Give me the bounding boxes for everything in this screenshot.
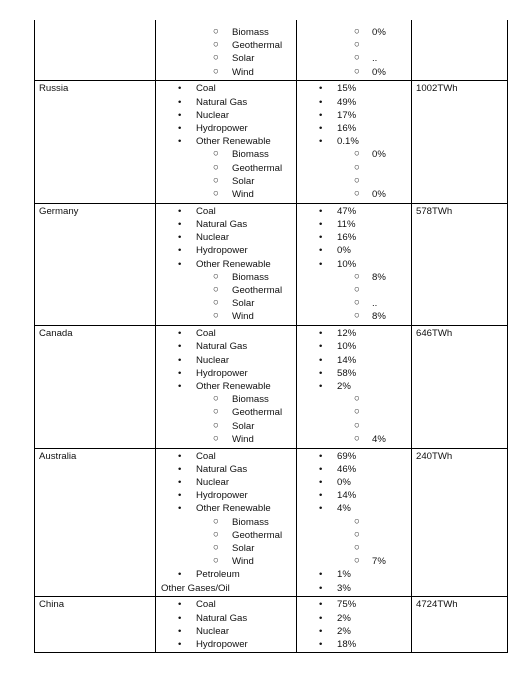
bullet-icon: • [178,450,182,462]
source-label: Coal [196,450,216,462]
source-value: 17% [337,109,357,121]
bullet-icon: • [319,599,323,611]
row-divider [34,325,508,326]
bullet-icon: • [178,83,182,95]
sub-source-label: Geothermal [232,529,283,541]
sub-source-label: Geothermal [232,285,283,296]
sub-source-value: 8% [372,271,386,283]
source-label: Natural Gas [196,341,248,353]
source-value: 11% [337,219,356,230]
circle-bullet-icon: ○ [213,432,219,444]
sub-source-label: Solar [232,543,255,554]
country-name: Canada [39,328,73,340]
source-value: 1% [337,569,351,581]
source-value: 4% [337,503,351,515]
source-value: 16% [337,123,357,134]
bullet-icon: • [319,612,323,624]
source-label: Petroleum [196,569,240,581]
total-generation: 240TWh [416,450,453,462]
circle-bullet-icon: ○ [354,26,360,37]
circle-bullet-icon: ○ [213,270,219,282]
sub-source-label: Solar [232,53,255,65]
bullet-icon: • [319,463,323,475]
circle-bullet-icon: ○ [354,419,360,431]
column-divider [296,20,297,653]
circle-bullet-icon: ○ [354,161,360,173]
source-value: 10% [337,341,357,353]
circle-bullet-icon: ○ [354,515,360,527]
bullet-icon: • [319,341,323,353]
source-label: Coal [196,205,216,217]
sub-source-value: 0% [372,27,386,38]
bullet-icon: • [178,463,182,475]
sub-source-label: Wind [232,66,254,78]
source-value: 14% [337,354,357,366]
circle-bullet-icon: ○ [213,161,219,173]
sub-source-value: 4% [372,433,386,445]
source-label: Hydropower [196,123,248,134]
circle-bullet-icon: ○ [354,270,360,282]
circle-bullet-icon: ○ [354,406,360,418]
country-name: China [39,599,65,611]
circle-bullet-icon: ○ [213,297,219,309]
circle-bullet-icon: ○ [213,26,219,37]
source-value: 69% [337,450,357,462]
bullet-icon: • [178,354,182,366]
row-divider [34,80,508,81]
source-value: 46% [337,463,357,475]
row-divider [34,652,508,653]
circle-bullet-icon: ○ [354,52,360,64]
source-label: Nuclear [196,625,230,637]
source-label: Hydropower [196,639,248,650]
source-label: Other Renewable [196,381,271,392]
column-divider [411,20,412,653]
bullet-icon: • [319,245,323,257]
bullet-icon: • [178,232,182,244]
circle-bullet-icon: ○ [213,310,219,322]
source-label: Other Renewable [196,258,271,270]
circle-bullet-icon: ○ [213,419,219,431]
source-value: 18% [337,639,357,650]
sub-source-value: 0% [372,189,386,200]
circle-bullet-icon: ○ [354,555,360,567]
total-generation: 646TWh [416,328,453,340]
circle-bullet-icon: ○ [213,188,219,199]
source-value: 16% [337,232,357,244]
source-label: Other Renewable [196,136,271,148]
bullet-icon: • [319,569,323,581]
column-divider [34,20,35,653]
circle-bullet-icon: ○ [213,406,219,418]
bullet-icon: • [178,258,182,270]
bullet-icon: • [178,136,182,148]
circle-bullet-icon: ○ [213,65,219,77]
source-label: Natural Gas [196,463,248,475]
sub-source-value: 7% [372,556,386,568]
total-generation: 1002TWh [416,83,458,95]
sub-source-label: Wind [232,311,254,323]
source-value: 49% [337,96,357,108]
source-value: 0% [337,477,351,488]
source-value: 58% [337,367,357,379]
bullet-icon: • [178,490,182,502]
sub-source-label: Biomass [232,271,269,283]
bullet-icon: • [319,232,323,244]
sub-source-value: .. [372,298,378,310]
circle-bullet-icon: ○ [354,188,360,199]
circle-bullet-icon: ○ [354,297,360,309]
sub-source-label: Geothermal [232,407,283,419]
circle-bullet-icon: ○ [354,310,360,322]
bullet-icon: • [178,639,182,650]
total-generation: 578TWh [416,205,453,217]
source-label: Natural Gas [196,219,248,230]
sub-source-label: Geothermal [232,162,283,174]
bullet-icon: • [178,109,182,121]
row-divider [34,448,508,449]
source-value: 0.1% [337,136,359,148]
source-label: Coal [196,83,216,95]
source-value: 3% [337,582,351,594]
sub-source-label: Solar [232,298,255,310]
circle-bullet-icon: ○ [354,432,360,444]
source-label: Hydropower [196,490,248,502]
circle-bullet-icon: ○ [213,555,219,567]
bullet-icon: • [319,96,323,108]
bullet-icon: • [319,625,323,637]
bullet-icon: • [178,219,182,230]
bullet-icon: • [319,381,323,392]
row-divider [34,596,508,597]
circle-bullet-icon: ○ [354,528,360,540]
country-name: Australia [39,450,77,462]
source-label: Nuclear [196,109,230,121]
bullet-icon: • [319,490,323,502]
source-label: Nuclear [196,354,230,366]
circle-bullet-icon: ○ [213,174,219,186]
circle-bullet-icon: ○ [354,39,360,51]
column-divider [507,20,508,653]
bullet-icon: • [319,503,323,515]
sub-source-label: Geothermal [232,40,283,52]
bullet-icon: • [319,109,323,121]
column-divider [155,20,156,653]
circle-bullet-icon: ○ [213,393,219,405]
bullet-icon: • [319,258,323,270]
bullet-icon: • [178,381,182,392]
sub-source-value: 0% [372,149,386,161]
bullet-icon: • [319,582,323,594]
bullet-icon: • [319,83,323,95]
bullet-icon: • [319,450,323,462]
bullet-icon: • [178,341,182,353]
source-label: Nuclear [196,477,230,488]
bullet-icon: • [319,354,323,366]
circle-bullet-icon: ○ [213,52,219,64]
sub-source-label: Biomass [232,27,269,38]
bullet-icon: • [319,136,323,148]
source-label: Natural Gas [196,96,248,108]
bullet-icon: • [178,599,182,611]
row-divider [34,203,508,204]
circle-bullet-icon: ○ [213,39,219,51]
bullet-icon: • [178,569,182,581]
bullet-icon: • [178,367,182,379]
circle-bullet-icon: ○ [354,284,360,295]
bullet-icon: • [178,612,182,624]
bullet-icon: • [178,123,182,134]
sub-source-label: Wind [232,189,254,200]
sub-source-label: Biomass [232,149,269,161]
source-label: Hydropower [196,245,248,257]
sub-source-value: .. [372,53,378,65]
source-label: Other Gases/Oil [161,582,230,594]
circle-bullet-icon: ○ [213,515,219,527]
country-name: Germany [39,205,79,217]
circle-bullet-icon: ○ [213,148,219,160]
source-value: 12% [337,328,357,340]
source-label: Nuclear [196,232,230,244]
source-label: Coal [196,328,216,340]
sub-source-label: Biomass [232,394,269,406]
bullet-icon: • [319,639,323,650]
bullet-icon: • [319,477,323,488]
source-value: 10% [337,258,357,270]
source-value: 14% [337,490,357,502]
source-label: Hydropower [196,367,248,379]
circle-bullet-icon: ○ [354,174,360,186]
bullet-icon: • [178,625,182,637]
bullet-icon: • [319,367,323,379]
sub-source-label: Solar [232,420,255,432]
bullet-icon: • [178,503,182,515]
circle-bullet-icon: ○ [354,393,360,405]
source-label: Coal [196,599,216,611]
source-value: 47% [337,205,357,217]
circle-bullet-icon: ○ [213,542,219,553]
country-name: Russia [39,83,69,95]
source-value: 75% [337,599,357,611]
source-value: 2% [337,612,351,624]
source-label: Natural Gas [196,612,248,624]
total-generation: 4724TWh [416,599,458,611]
bullet-icon: • [178,245,182,257]
circle-bullet-icon: ○ [354,542,360,553]
sub-source-value: 8% [372,311,386,323]
source-value: 2% [337,625,351,637]
source-label: Other Renewable [196,503,271,515]
sub-source-value: 0% [372,66,386,78]
bullet-icon: • [178,328,182,340]
circle-bullet-icon: ○ [213,528,219,540]
circle-bullet-icon: ○ [213,284,219,295]
bullet-icon: • [319,123,323,134]
circle-bullet-icon: ○ [354,148,360,160]
bullet-icon: • [319,205,323,217]
bullet-icon: • [178,205,182,217]
sub-source-label: Wind [232,556,254,568]
source-value: 0% [337,245,351,257]
circle-bullet-icon: ○ [354,65,360,77]
source-value: 15% [337,83,357,95]
sub-source-label: Wind [232,433,254,445]
bullet-icon: • [178,477,182,488]
source-value: 2% [337,381,351,392]
bullet-icon: • [178,96,182,108]
bullet-icon: • [319,219,323,230]
bullet-icon: • [319,328,323,340]
sub-source-label: Solar [232,175,255,187]
sub-source-label: Biomass [232,516,269,528]
